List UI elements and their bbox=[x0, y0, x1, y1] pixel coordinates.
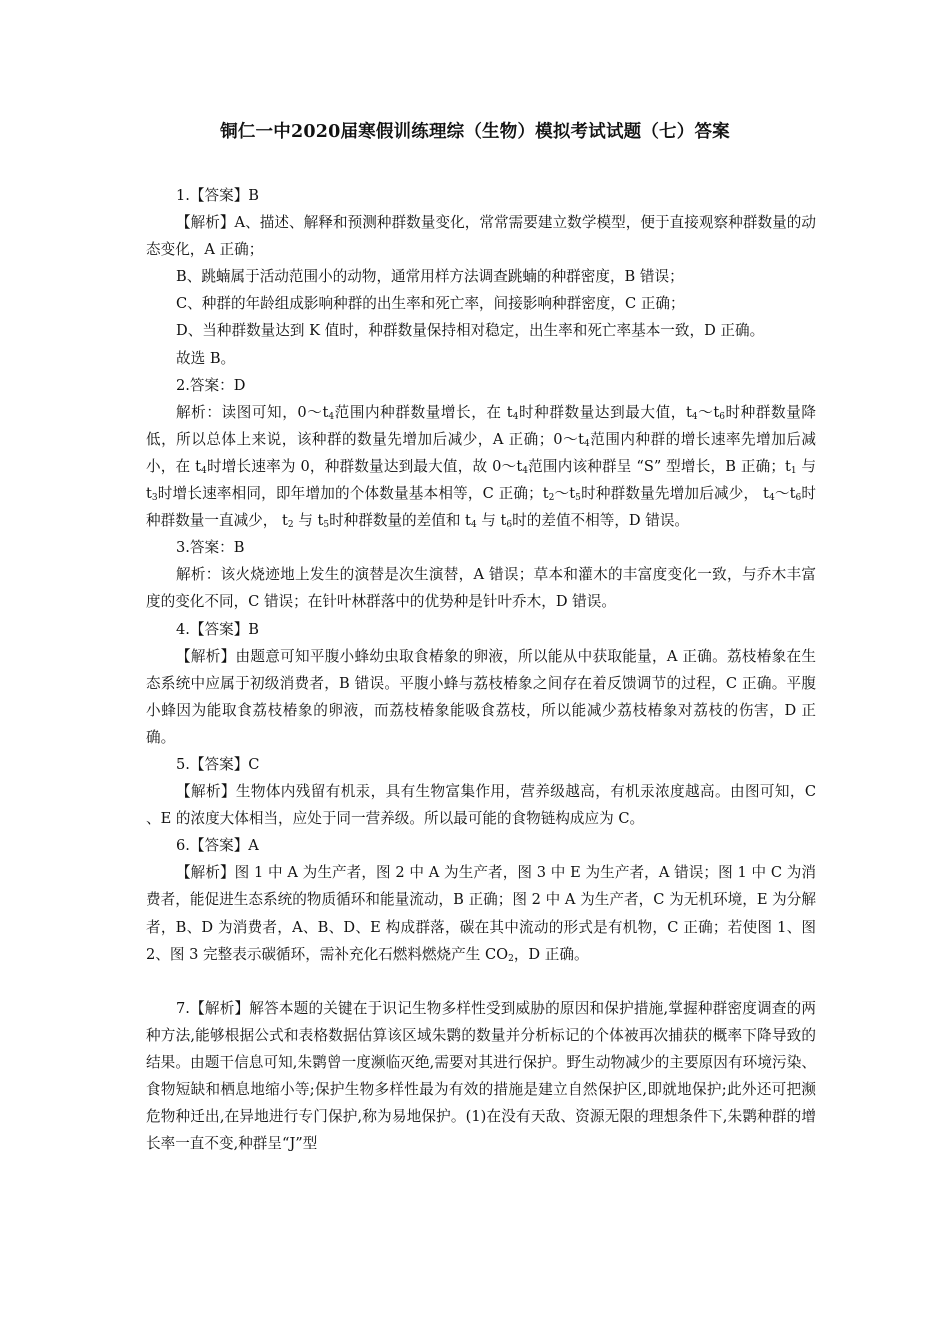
q1-option-c: C、种群的年龄组成影响种群的出生率和死亡率，间接影响种群密度，C 正确； bbox=[176, 295, 685, 313]
q6-answer: 6.【答案】A bbox=[176, 837, 259, 855]
q5-analysis: 【解析】生物体内残留有机汞，具有生物富集作用，营养级越高，有机汞浓度越高。由图可知，C 、E 的浓度大体相当，应处于同一营养级。所以最可能的食物链构成应为 C。 bbox=[146, 783, 816, 828]
q4-answer: 4.【答案】B bbox=[176, 620, 260, 638]
q2-analysis: 解析：读图可知，$0\sim t_4$范围内种群数量增长，在 $t_4$时种群数量达到最大值，$t_4\sim t_6$时种群数量降低，所以总体上来说，该种群的数量先增加后减少，A 正确；$0\sim t_4$范围内种群的增长速率先增加后减小，在 $t_4$时增长速率为 0，种群数量达到最大值，故 $0\sim t_4$范围内该种群呈 “S” 型增长，B 正确；$t_1$ 与 $t_3$时增长速率相同，即年增加的个体数量基本相等，C 正确；$t_2\sim t_5$时种群数量先增加后减少， $t_4\sim t_6$时种群数量一直减少， $t_2$ 与 $t_5$时种群数量的差值和 $t_4$ 与 $t_6$时的差值不相等，D 错误。 bbox=[146, 403, 816, 531]
q1-option-d: D、当种群数量达到 K 值时，种群数量保持相对稳定，出生率和死亡率基本一致，D 正确。 bbox=[176, 322, 765, 340]
q4-analysis: 【解析】由题意可知平腹小蜂幼虫取食椿象的卵液，所以能从中获取能量，A 正确。荔枝椿象在生态系统中应属于初级消费者，B 错误。平腹小蜂与荔枝椿象之间存在着反馈调节的过程，C 正确。平腹小蜂因为能取食荔枝椿象的卵液，而荔枝椿象能吸食荔枝，所以能减少荔枝椿象对荔枝的伤害，D 正确。 bbox=[146, 647, 816, 746]
q6-analysis: 【解析】图 1 中 A 为生产者，图 2 中 A 为生产者，图 3 中 E 为生产者，A 错误；图 1 中 C 为消费者，能促进生态系统的物质循环和能量流动，B 正确；图 2 中 A 为生产者，C 为无机环境，E 为分解者，B、D 为消费者，A、B、D、E 构成群落，碳在其中流动的形式是有机物，C 正确；若使图 1、图 2、图 3 完整表示碳循环，需补充化石燃料燃烧产生 $CO_2$，D 正确。 bbox=[146, 864, 816, 964]
q2-answer: 2.答案：D bbox=[176, 376, 246, 394]
q1-option-b: B、跳蝻属于活动范围小的动物，通常用样方法调查跳蝻的种群密度，B 错误； bbox=[176, 268, 684, 286]
q3-analysis: 解析：该火烧迹地上发生的演替是次生演替，A 错误；草本和灌木的丰富度变化一致，与乔木丰富度的变化不同，C 错误；在针叶林群落中的优势种是针叶乔木，D 错误。 bbox=[146, 566, 816, 611]
q5-answer: 5.【答案】C bbox=[176, 755, 260, 773]
q1-analysis: 【解析】A、描述、解释和预测种群数量变化，常常需要建立数学模型，便于直接观察种群数量的动态变化，A 正确； bbox=[146, 214, 816, 259]
q7-analysis: 7.【解析】解答本题的关键在于识记生物多样性受到威胁的原因和保护措施,掌握种群密度调查的两种方法,能够根据公式和表格数据估算该区域朱鹮的数量并分析标记的个体被再次捕获的概率下降导致的结果。由题干信息可知,朱鹮曾一度濒临灭绝,需要对其进行保护。野生动物减少的主要原因有环境污染、食物短缺和栖息地缩小等;保护生物多样性最为有效的措施是建立自然保护区,即就地保护;此外还可把濒危物种迁出,在异地进行专门保护,称为易地保护。(1)在没有天敌、资源无限的理想条件下,朱鹮种群的增长率一直不变,种群呈“J”型 bbox=[146, 999, 816, 1153]
q3-answer: 3.答案：B bbox=[176, 539, 245, 557]
document-body bbox=[146, 182, 816, 1157]
page-title: 铜仁一中2020届寒假训练理综（生物）模拟考试试题（七）答案 bbox=[220, 122, 730, 142]
paragraph-gap bbox=[146, 968, 816, 995]
q1-answer: 1.【答案】B bbox=[176, 187, 260, 204]
q1-conclusion: 故选 B。 bbox=[176, 349, 236, 367]
